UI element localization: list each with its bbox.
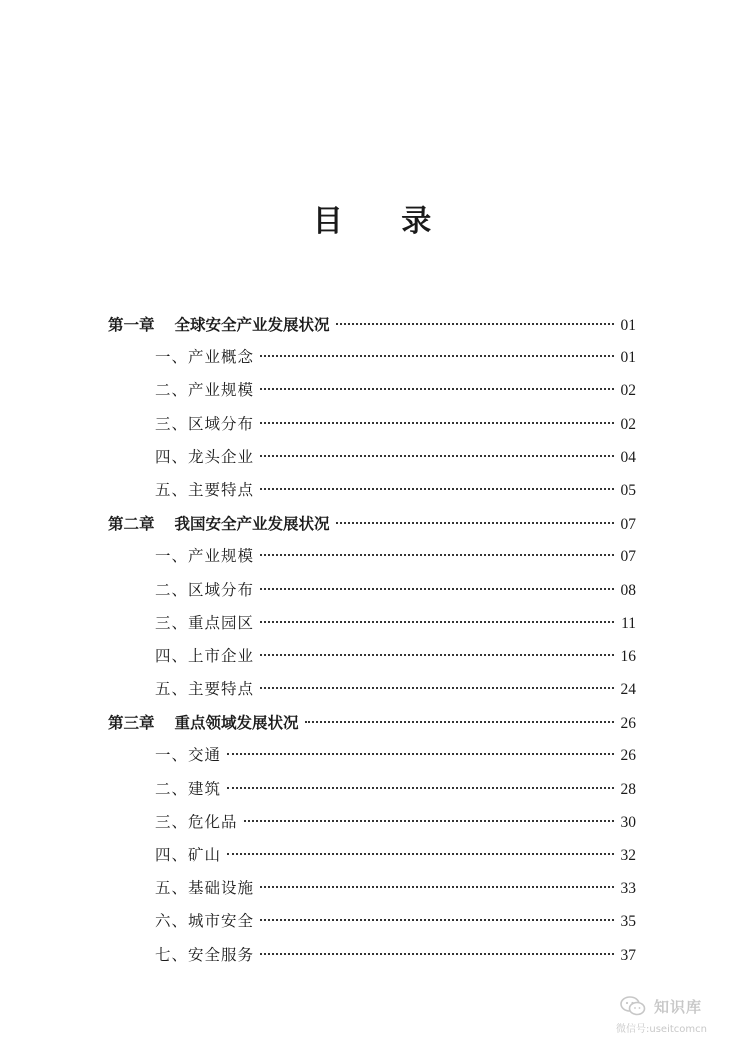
toc-dot-leader [244,820,614,822]
toc-dot-leader [227,787,614,789]
toc-dot-leader [260,422,614,424]
toc-dot-leader [336,522,614,524]
toc-section-row[interactable] [108,839,636,872]
toc-section-title: 一、产业规模 [155,547,255,566]
toc-page-number: 37 [620,946,636,964]
toc-page-number: 05 [620,481,636,499]
toc-chapter-number: 第二章 [108,514,155,534]
toc-section-row[interactable] [108,374,636,407]
toc-page-number: 07 [620,548,636,566]
toc-page-number: 30 [620,813,636,831]
toc-page-number: 26 [620,747,636,765]
toc-section-title: 五、基础设施 [155,879,255,898]
toc-dot-leader [227,853,614,855]
toc-page-number: 16 [620,647,636,665]
page-title: 目 录 [312,204,456,239]
toc-section-row[interactable] [108,640,636,673]
toc-section-title: 二、建筑 [155,779,222,798]
toc-section-title: 一、交通 [155,746,222,765]
toc-section-row[interactable] [108,773,636,806]
toc-section-row[interactable] [108,474,636,507]
toc-page-number: 07 [620,516,636,534]
toc-section-title: 四、矿山 [155,846,222,864]
toc-page-number: 33 [620,880,636,898]
table-of-contents [108,308,636,972]
toc-chapter-title: 重点领域发展状况 [174,713,299,733]
toc-section-row[interactable] [108,739,636,772]
watermark-name: 知识库 [654,998,703,1016]
toc-section-row[interactable] [108,441,636,474]
toc-page-number: 02 [620,415,636,433]
toc-section-row[interactable] [108,905,636,938]
toc-section-title: 一、产业概念 [155,348,255,367]
toc-page-number: 04 [620,448,636,466]
toc-dot-leader [336,323,614,325]
toc-section-row[interactable] [108,939,636,972]
toc-dot-leader [260,388,614,390]
toc-page-number: 01 [620,349,636,367]
toc-dot-leader [227,753,614,755]
toc-dot-leader [260,919,614,921]
toc-section-title: 三、危化品 [155,812,238,831]
toc-section-row[interactable] [108,872,636,905]
toc-chapter-row[interactable] [108,507,636,540]
watermark-id: 微信号:useitcomcn [616,1024,707,1035]
toc-section-row[interactable] [108,607,636,640]
toc-section-row[interactable] [108,574,636,607]
toc-page-number: 35 [620,913,636,931]
toc-page-number: 28 [620,780,636,798]
toc-dot-leader [305,721,614,723]
toc-section-title: 五、主要特点 [155,480,255,499]
toc-chapter-number: 第一章 [108,315,155,334]
toc-section-row[interactable] [108,540,636,573]
toc-dot-leader [260,554,614,556]
toc-section-title: 三、重点园区 [155,613,255,632]
toc-section-row[interactable] [108,806,636,839]
watermark [614,996,734,1036]
toc-page-number: 08 [620,581,636,599]
toc-dot-leader [260,953,614,955]
toc-section-row[interactable] [108,673,636,706]
toc-dot-leader [260,455,614,457]
toc-section-title: 六、城市安全 [155,912,255,931]
toc-chapter-row[interactable] [108,308,636,341]
toc-section-row[interactable] [108,341,636,374]
toc-section-title: 二、区域分布 [155,580,255,599]
toc-page-number: 11 [621,614,636,632]
toc-page-number: 01 [620,317,636,334]
toc-section-title: 三、区域分布 [155,414,255,433]
toc-section-title: 四、龙头企业 [155,447,255,466]
toc-chapter-title: 全球安全产业发展状况 [174,315,330,334]
toc-chapter-number: 第三章 [108,713,155,733]
toc-section-title: 二、产业规模 [155,381,255,400]
toc-dot-leader [260,621,614,623]
toc-dot-leader [260,355,614,357]
wechat-icon [620,996,646,1016]
toc-section-title: 七、安全服务 [155,945,255,964]
toc-page-number: 32 [620,847,636,864]
toc-dot-leader [260,886,614,888]
toc-dot-leader [260,687,614,689]
toc-chapter-row[interactable] [108,706,636,739]
toc-page-number: 02 [620,382,636,400]
toc-page-number: 24 [620,681,636,699]
toc-section-title: 四、上市企业 [155,646,255,665]
toc-page-number: 26 [620,715,636,733]
toc-section-title: 五、主要特点 [155,680,255,699]
toc-section-row[interactable] [108,408,636,441]
toc-chapter-title: 我国安全产业发展状况 [174,514,330,534]
toc-dot-leader [260,488,614,490]
toc-dot-leader [260,588,614,590]
toc-dot-leader [260,654,614,656]
